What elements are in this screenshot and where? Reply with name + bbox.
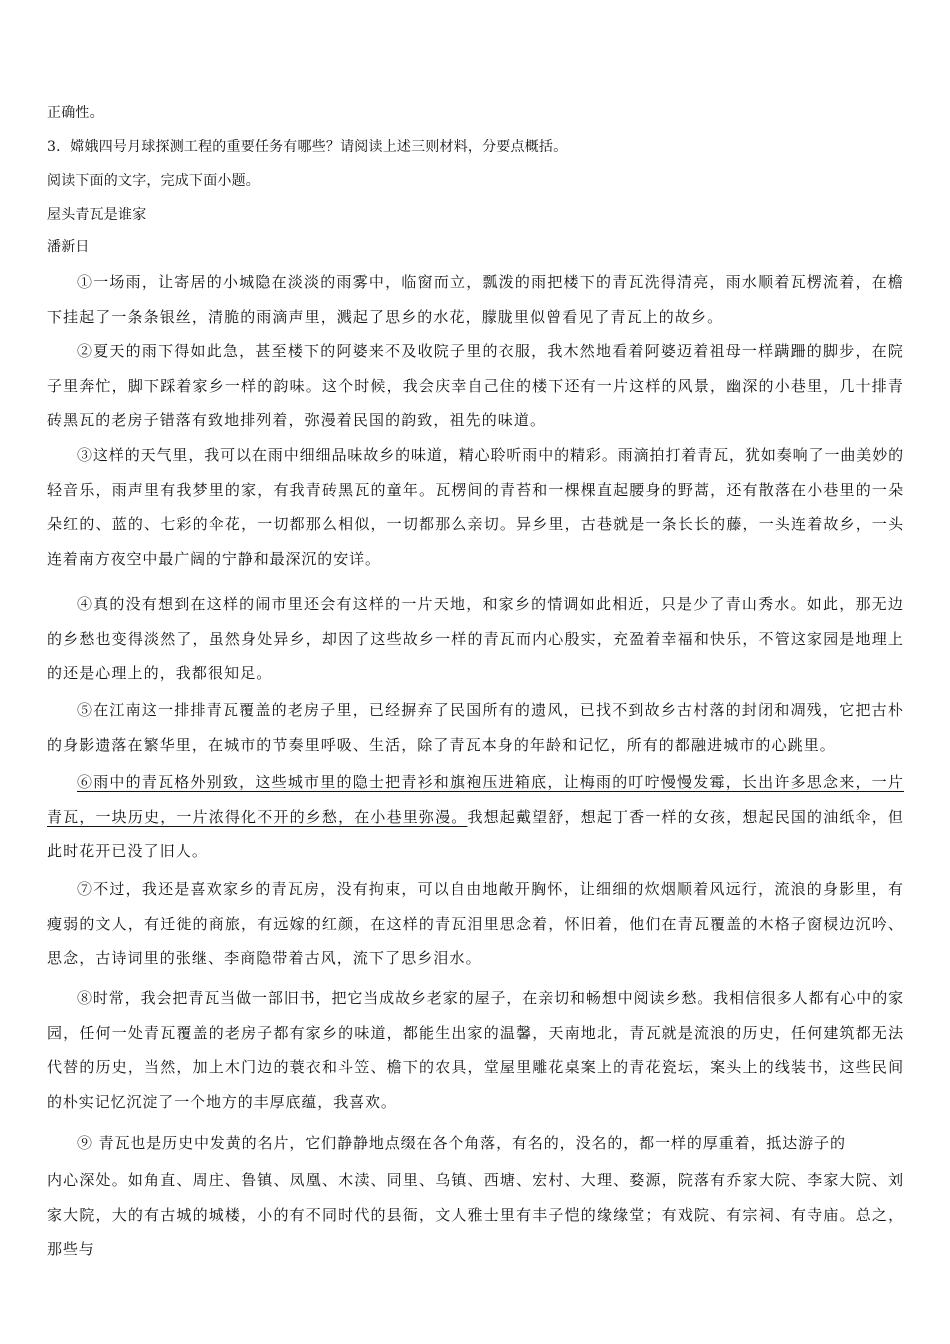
paragraph-3: ③这样的天气里，我可以在雨中细细品味故乡的味道，精心聆听雨中的精彩。雨滴拍打着青瓦，犹如奏响了一曲美妙的轻音乐，雨声里有我梦里的家，有我青砖黑瓦的童年。瓦楞间的青苔和一棵棵直起腰身的野蒿，还有散落在小巷里的一朵朵红的、蓝的、七彩的伞花，一切都那么相似，一切都那么亲切。异乡里，古巷就是一条长长的藤，一头连着故乡，一头连着南方夜空中最广阔的宁静和最深沉的安详。 (47, 446, 904, 568)
paragraph-9-continued: 内心深处。如角直、周庄、鲁镇、凤凰、木渎、同里、乌镇、西塘、宏村、大理、婺源，院落有乔家大院、李家大院、刘家大院，大的有古城的城楼，小的有不同时代的县衙，文人雅士里有丰子恺的缘缘堂；有戏院、有宗祠、有寺庙。总之，那些与 (47, 1171, 904, 1259)
paragraph-7: ⑦不过，我还是喜欢家乡的青瓦房，没有拘束，可以自由地敞开胸怀，让细细的炊烟顺着风远行，流浪的身影里，有瘦弱的文人，有迁徙的商旅，有远嫁的红颜，在这样的青瓦泪里思念着，怀旧着，他们在青瓦覆盖的木格子窗棂边沉吟、思念，古诗词里的张继、李商隐带着古风，流下了思乡泪水。 (47, 880, 904, 968)
article-title: 屋头青瓦是谁家 (47, 207, 147, 223)
paragraph-6-rest: 我想起戴望舒，想起丁香一样的女孩，想起民国的油纸伞，但此时花开已没了旧人。 (47, 807, 904, 861)
paragraph-8: ⑧时常，我会把青瓦当做一部旧书，把它当成故乡老家的屋子，在亲切和畅想中阅读乡愁。我相信很多人都有心中的家园，任何一处青瓦覆盖的老房子都有家乡的味道，都能生出家的温馨，天南地北，青瓦就是流浪的历史，任何建筑都无法代替的历史，当然，加上木门边的蓑衣和斗笠、檐下的农具，堂屋里雕花桌案上的青花瓷坛，案头上的线装书，这些民间的朴实记忆沉淀了一个地方的丰厚底蕴，我喜欢。 (47, 989, 904, 1111)
paragraph-6 (47, 765, 904, 869)
text-line-correctness: 正确性。 (47, 105, 104, 121)
underlined-passage: ⑥雨中的青瓦格外别致，这些城市里的隐士把青衫和旗袍压进箱底，让梅雨的叮咛慢慢发霉，长出许多思念来，一片青瓦，一块历史，一片浓得化不开的乡愁，在小巷里弥漫。 (47, 773, 904, 826)
paragraph-5: ⑤在江南这一排排青瓦覆盖的老房子里，已经摒弃了民国所有的遗风，已找不到故乡古村落的封闭和凋残，它把古朴的身影遗落在繁华里，在城市的节奏里呼吸、生活，除了青瓦本身的年龄和记忆，所有的都融进城市的心跳里。 (47, 701, 904, 754)
paragraph-4: ④真的没有想到在这样的闹市里还会有这样的一片天地，和家乡的情调如此相近，只是少了青山秀水。如此，那无边的乡愁也变得淡然了，虽然身处异乡，却因了这些故乡一样的青瓦而内心殷实，充盈着幸福和快乐，不管这家园是地理上的还是心理上的，我都很知足。 (47, 595, 904, 683)
reading-instruction: 阅读下面的文字，完成下面小题。 (47, 173, 260, 189)
paragraph-1: ①一场雨，让寄居的小城隐在淡淡的雨雾中，临窗而立，瓢泼的雨把楼下的青瓦洗得清亮，雨水顺着瓦楞流着，在檐下挂起了一条条银丝，清脆的雨滴声里，溅起了思乡的水花，朦胧里似曾看见了青瓦上的故乡。 (47, 273, 904, 326)
article-author: 潘新日 (47, 239, 90, 255)
question-3: 3．嫦娥四号月球探测工程的重要任务有哪些？请阅读上述三则材料，分要点概括。 (47, 139, 568, 155)
paragraph-9-first-line: ⑨ 青瓦也是历史中发黄的名片，它们静静地点缀在各个角落，有名的，没名的，都一样的厚重着，抵达游子的 (77, 1134, 846, 1152)
paragraph-2: ②夏天的雨下得如此急，甚至楼下的阿婆来不及收院子里的衣服，我木然地看着阿婆迈着祖母一样蹒跚的脚步，在院子里奔忙，脚下踩着家乡一样的韵味。这个时候，我会庆幸自己住的楼下还有一片这样的风景，幽深的小巷里，几十排青砖黑瓦的老房子错落有致地排列着，弥漫着民国的韵致，祖先的味道。 (47, 342, 904, 430)
